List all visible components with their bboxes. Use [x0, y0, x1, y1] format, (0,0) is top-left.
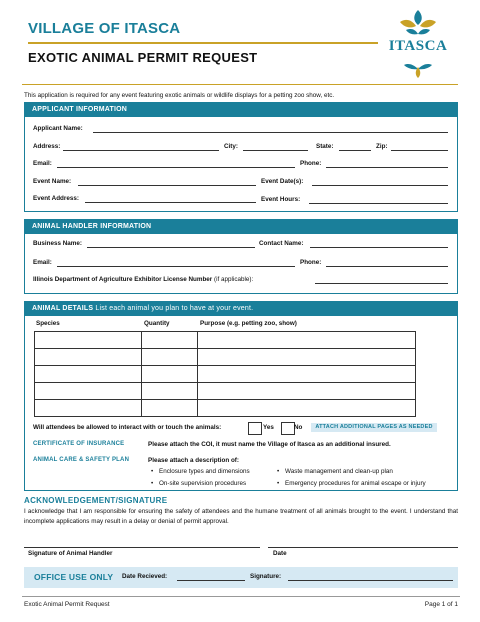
license-note: (if applicable):: [212, 276, 254, 283]
animal-row: [35, 366, 416, 383]
state-label: State:: [316, 143, 334, 150]
interact-question: Will attendees be allowed to interact with or touch the animals:: [33, 424, 222, 431]
coi-text: Please attach the COI, it must name the Village of Itasca as an additional insured.: [148, 441, 391, 448]
handler-phone-label: Phone:: [300, 259, 322, 266]
bullet-supervision: • On-site supervision procedures: [159, 480, 246, 487]
animal-species-cell[interactable]: [35, 400, 142, 417]
handler-email-field[interactable]: [57, 266, 295, 267]
zip-field[interactable]: [391, 150, 448, 151]
office-use-panel: [24, 567, 458, 588]
yes-checkbox[interactable]: [248, 422, 262, 435]
animal-details-section: [24, 301, 458, 491]
col-purpose: Purpose (e.g. petting zoo, show): [200, 320, 297, 327]
applicant-phone-field[interactable]: [326, 167, 448, 168]
animal-purpose-cell[interactable]: [198, 366, 416, 383]
applicant-name-field[interactable]: [93, 132, 448, 133]
animal-species-cell[interactable]: [35, 383, 142, 400]
animal-purpose-cell[interactable]: [198, 400, 416, 417]
acknowledgement-title: ACKNOWLEDGEMENT/SIGNATURE: [24, 496, 168, 505]
animal-quantity-cell[interactable]: [142, 383, 198, 400]
itasca-logo: [382, 8, 454, 78]
yes-label: Yes: [263, 424, 274, 431]
animal-details-subtitle: List each animal you plan to have at your event.: [93, 305, 254, 312]
applicant-phone-label: Phone:: [300, 160, 322, 167]
animal-quantity-cell[interactable]: [142, 349, 198, 366]
signature-label: Signature of Animal Handler: [28, 550, 113, 557]
date-received-label: Date Recieved:: [122, 573, 168, 580]
applicant-email-label: Email:: [33, 160, 52, 167]
coi-label: CERTIFICATE OF INSURANCE: [33, 441, 125, 447]
contact-name-field[interactable]: [310, 247, 448, 248]
animal-quantity-cell[interactable]: [142, 332, 198, 349]
col-quantity: Quantity: [144, 320, 170, 327]
logo-base-icon: [382, 55, 454, 79]
animal-species-cell[interactable]: [35, 366, 142, 383]
form-title: EXOTIC ANIMAL PERMIT REQUEST: [28, 50, 258, 65]
date-received-field[interactable]: [177, 580, 245, 581]
state-field[interactable]: [339, 150, 371, 151]
care-plan-label: ANIMAL CARE & SAFETY PLAN: [33, 457, 130, 463]
acknowledgement-text: I acknowledge that I am responsible for ensuring the safety of attendees and the humane treatment of all animals brought to the event. I understand that incomplete applications may result in a delay or denial of permit approval.: [24, 508, 458, 525]
event-dates-label: Event Date(s):: [261, 178, 304, 185]
animal-purpose-cell[interactable]: [198, 349, 416, 366]
city-field[interactable]: [243, 150, 308, 151]
event-name-field[interactable]: [78, 185, 256, 186]
attach-pages-note: ATTACH ADDITIONAL PAGES AS NEEDED: [311, 423, 437, 432]
animal-details-title-text: ANIMAL DETAILS: [32, 305, 94, 312]
handler-signature-field[interactable]: [24, 547, 260, 548]
event-dates-field[interactable]: [312, 185, 448, 186]
address-field[interactable]: [63, 150, 219, 151]
care-plan-text: Please attach a description of:: [148, 457, 239, 464]
event-address-field[interactable]: [85, 202, 256, 203]
col-species: Species: [36, 320, 60, 327]
applicant-email-field[interactable]: [57, 167, 295, 168]
zip-label: Zip:: [376, 143, 388, 150]
animal-row: [35, 400, 416, 417]
intro-text: This application is required for any event featuring exotic animals or wildlife displays for a petting zoo show, etc.: [24, 92, 335, 99]
animal-row: [35, 332, 416, 349]
event-hours-label: Event Hours:: [261, 196, 301, 203]
handler-email-label: Email:: [33, 259, 52, 266]
applicant-section-title: APPLICANT INFORMATION: [25, 103, 457, 117]
business-name-label: Business Name:: [33, 240, 82, 247]
header-bottom-rule: [22, 84, 458, 85]
date-label: Date: [273, 550, 287, 557]
city-label: City:: [224, 143, 238, 150]
event-name-label: Event Name:: [33, 178, 72, 185]
license-label: [33, 276, 253, 283]
date-field[interactable]: [268, 547, 458, 548]
handler-section-title: ANIMAL HANDLER INFORMATION: [25, 220, 457, 234]
office-signature-label: Signature:: [250, 573, 282, 580]
office-use-title: OFFICE USE ONLY: [34, 572, 114, 582]
applicant-section: [24, 102, 458, 212]
animals-table: [34, 331, 416, 417]
animal-quantity-cell[interactable]: [142, 400, 198, 417]
applicant-name-label: Applicant Name:: [33, 125, 83, 132]
event-address-label: Event Address:: [33, 195, 79, 202]
footer-page-number: Page 1 of 1: [424, 601, 458, 608]
address-label: Address:: [33, 143, 61, 150]
animal-species-cell[interactable]: [35, 332, 142, 349]
animal-row: [35, 383, 416, 400]
license-label-text: Illinois Department of Agriculture Exhibitor License Number: [33, 276, 213, 283]
header-rule: [28, 42, 378, 44]
license-number-field[interactable]: [315, 283, 448, 284]
handler-phone-field[interactable]: [326, 266, 448, 267]
no-label: No: [294, 424, 303, 431]
bullet-enclosure: • Enclosure types and dimensions: [159, 468, 250, 475]
footer-rule: [22, 596, 460, 597]
bullet-emergency: • Emergency procedures for animal escape or injury: [285, 480, 426, 487]
no-checkbox[interactable]: [281, 422, 295, 435]
logo-emblem-icon: [382, 8, 454, 38]
logo-text: ITASCA: [388, 38, 448, 54]
event-hours-field[interactable]: [309, 203, 448, 204]
contact-name-label: Contact Name:: [259, 240, 304, 247]
animal-quantity-cell[interactable]: [142, 366, 198, 383]
footer-title: Exotic Animal Permit Request: [24, 601, 110, 608]
animal-purpose-cell[interactable]: [198, 383, 416, 400]
animal-details-title: [25, 302, 457, 316]
org-name: VILLAGE OF ITASCA: [28, 20, 181, 37]
business-name-field[interactable]: [87, 247, 255, 248]
handler-section: [24, 219, 458, 294]
office-signature-field[interactable]: [288, 580, 453, 581]
animal-species-cell[interactable]: [35, 349, 142, 366]
animal-row: [35, 349, 416, 366]
animal-purpose-cell[interactable]: [198, 332, 416, 349]
bullet-waste: • Waste management and clean-up plan: [285, 468, 393, 475]
